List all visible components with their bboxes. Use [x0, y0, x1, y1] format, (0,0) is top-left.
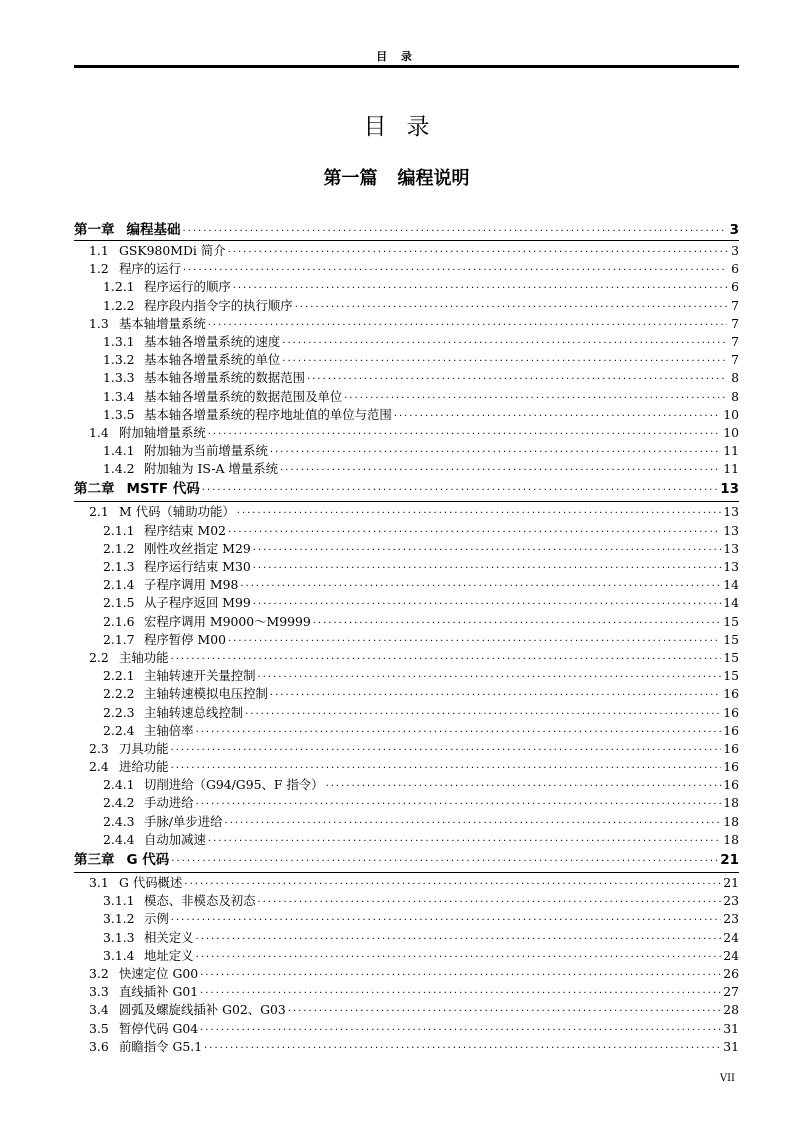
toc-entry-number: 3.6: [89, 1038, 109, 1054]
dot-leader: [245, 709, 721, 720]
dot-leader: [288, 1006, 721, 1017]
toc-entry-page: 13: [723, 504, 739, 520]
toc-section-entry[interactable]: [74, 1037, 739, 1055]
toc-entry-number: 2.4.4: [103, 831, 135, 847]
toc-entry-page: 31: [723, 1038, 739, 1054]
toc-entry-title: 程序运行结束 M30: [144, 559, 251, 574]
part-name: 编程说明: [397, 168, 470, 189]
toc-entry-title: 程序暂停 M00: [144, 631, 226, 647]
toc-subsection-entry[interactable]: [74, 350, 739, 368]
toc-entry-title: 程序运行的顺序: [144, 279, 231, 295]
toc-subsection-entry[interactable]: [74, 684, 739, 702]
toc-subsection-entry[interactable]: [74, 277, 739, 295]
toc-subsection-entry[interactable]: [74, 441, 739, 459]
toc-entry-page: 16: [723, 686, 739, 702]
dot-leader: [258, 897, 722, 908]
toc-entry-number: 2.1.1: [103, 522, 135, 538]
toc-entry-number: 1.2.1: [103, 279, 135, 295]
toc-entry-page: 13: [723, 559, 739, 574]
dot-leader: [200, 988, 721, 999]
toc-entry-number: 3.1.2: [103, 911, 135, 927]
dot-leader: [202, 485, 718, 496]
toc-entry-page: 23: [723, 911, 739, 927]
toc-entry-number: 1.4.2: [103, 461, 135, 477]
dot-leader: [253, 545, 721, 556]
toc-entry-title: 主轴转速总线控制: [144, 704, 244, 720]
toc-subsection-entry[interactable]: [74, 387, 739, 405]
toc-entry-number: 1.3.3: [103, 370, 135, 386]
toc-entry-title: 直线插补 G01: [119, 984, 199, 1000]
toc-entry-number: 2.2.4: [103, 722, 135, 738]
toc-entry-number: 1.3.4: [103, 388, 135, 404]
toc-entry-title: 暂停代码 G04: [119, 1020, 199, 1036]
toc-entry-page: 3: [731, 243, 739, 258]
toc-subsection-entry[interactable]: [74, 928, 739, 946]
toc-section-entry[interactable]: [74, 314, 739, 332]
toc-entry-page: 13: [723, 522, 739, 538]
dot-leader: [196, 934, 722, 945]
toc-entry-number: 2.1.6: [103, 613, 135, 629]
toc-entry-title: 主轴功能: [119, 649, 169, 665]
toc-subsection-entry[interactable]: [74, 332, 739, 350]
dot-leader: [233, 283, 727, 294]
dot-leader: [171, 856, 718, 867]
toc-entry-number: 2.1.5: [103, 595, 135, 611]
toc-subsection-entry[interactable]: [74, 721, 739, 739]
toc-entry-number: 3.4: [89, 1002, 109, 1018]
toc-entry-number: 2.1.4: [103, 577, 135, 593]
toc-entry-title: 地址定义: [144, 947, 194, 963]
toc-entry-number: 第二章: [74, 481, 115, 498]
toc-entry-title: 基本轴各增量系统的单位: [144, 352, 281, 368]
toc-entry-title: 基本轴各增量系统的数据范围及单位: [144, 388, 343, 404]
toc-entry-number: 2.2.1: [103, 668, 135, 684]
toc-entry-title: 快速定位 G00: [119, 965, 199, 981]
toc-entry-page: 7: [731, 352, 739, 368]
toc-entry-title: 基本轴各增量系统的速度: [144, 333, 281, 349]
toc-entry-title: 程序段内指令字的执行顺序: [144, 297, 293, 313]
running-header: 目 录: [376, 50, 417, 63]
toc-entry-title: 基本轴增量系统: [119, 315, 206, 331]
toc-subsection-entry[interactable]: [74, 557, 739, 575]
dot-leader: [270, 447, 721, 458]
toc-entry-number: 3.5: [89, 1020, 109, 1036]
toc-entry-number: 第三章: [74, 852, 115, 868]
dot-leader: [183, 226, 728, 237]
toc-entry-page: 15: [723, 631, 739, 647]
toc-entry-title: 相关定义: [144, 929, 194, 945]
toc-entry-page: 16: [723, 759, 739, 775]
toc-subsection-entry[interactable]: [74, 459, 739, 477]
toc-entry-page: 18: [723, 795, 739, 811]
toc-entry-title: 基本轴各增量系统的数据范围: [144, 370, 306, 386]
toc-subsection-entry[interactable]: [74, 909, 739, 927]
toc-entry-number: 1.2.2: [103, 297, 135, 313]
toc-entry-title: 从子程序返回 M99: [144, 595, 251, 611]
dot-leader: [240, 581, 721, 592]
toc-entry-title: 编程基础: [126, 222, 181, 238]
toc-entry-title: GSK980MDi 简介: [119, 243, 226, 258]
toc-entry-number: 2.4.1: [103, 777, 135, 793]
toc-entry-page: 27: [723, 984, 739, 1000]
toc-entry-page: 24: [723, 947, 739, 963]
dot-leader: [204, 1043, 721, 1054]
toc-subsection-entry[interactable]: [74, 666, 739, 684]
toc-entry-number: 1.3.5: [103, 406, 135, 422]
toc-entry-number: 1.1: [89, 243, 109, 258]
dot-leader: [196, 799, 722, 810]
toc-entry-number: 3.2: [89, 965, 109, 981]
dot-leader: [282, 356, 727, 367]
dot-leader: [228, 527, 721, 538]
toc-entry-title: 手动进给: [144, 795, 194, 811]
dot-leader: [196, 727, 722, 738]
dot-leader: [258, 672, 722, 683]
table-of-contents: [74, 218, 739, 1055]
toc-entry-number: 1.4.1: [103, 443, 135, 459]
toc-entry-number: 第一章: [74, 222, 115, 238]
toc-entry-title: 主轴转速开关量控制: [144, 668, 256, 684]
dot-leader: [208, 429, 721, 440]
dot-leader: [253, 563, 721, 574]
dot-leader: [171, 745, 722, 756]
dot-leader: [200, 970, 721, 981]
toc-entry-title: 基本轴各增量系统的程序地址值的单位与范围: [144, 406, 392, 422]
toc-subsection-entry[interactable]: [74, 946, 739, 964]
toc-section-entry[interactable]: [74, 757, 739, 775]
toc-entry-page: 10: [723, 406, 739, 422]
toc-entry-title: 刀具功能: [119, 740, 169, 756]
dot-leader: [270, 690, 721, 701]
toc-entry-number: 2.2.3: [103, 704, 135, 720]
dot-leader: [183, 265, 727, 276]
toc-subsection-entry[interactable]: [74, 630, 739, 648]
dot-leader: [282, 338, 727, 349]
toc-entry-title: 附加轴为 IS-A 增量系统: [144, 461, 278, 477]
toc-entry-title: 切削进给（G94/G95、F 指令）: [144, 777, 324, 793]
toc-entry-number: 1.3: [89, 315, 109, 331]
page-number: VII: [719, 1073, 735, 1084]
toc-entry-title: MSTF 代码: [126, 481, 200, 498]
toc-entry-page: 18: [723, 831, 739, 847]
toc-entry-title: 程序结束 M02: [144, 522, 226, 538]
toc-entry-title: 程序的运行: [119, 261, 181, 277]
toc-entry-page: 3: [729, 222, 739, 238]
toc-entry-title: 附加轴为当前增量系统: [144, 443, 268, 459]
toc-entry-page: 15: [723, 668, 739, 684]
toc-entry-page: 16: [723, 777, 739, 793]
toc-entry-number: 1.3.1: [103, 333, 135, 349]
toc-section-entry[interactable]: [74, 502, 739, 520]
toc-entry-page: 15: [723, 649, 739, 665]
toc-entry-page: 31: [723, 1020, 739, 1036]
toc-subsection-entry[interactable]: [74, 891, 739, 909]
dot-leader: [295, 302, 727, 313]
dot-leader: [228, 636, 721, 647]
dot-leader: [237, 508, 721, 519]
toc-entry-page: 23: [723, 893, 739, 909]
toc-entry-number: 2.4.2: [103, 795, 135, 811]
dot-leader: [184, 879, 721, 890]
toc-entry-number: 2.4: [89, 759, 109, 775]
toc-entry-page: 7: [731, 315, 739, 331]
toc-entry-page: 21: [723, 875, 739, 890]
toc-entry-title: G 代码概述: [119, 875, 183, 890]
toc-entry-page: 6: [731, 279, 739, 295]
toc-entry-number: 3.3: [89, 984, 109, 1000]
toc-entry-title: 进给功能: [119, 759, 169, 775]
toc-section-entry[interactable]: [74, 241, 739, 259]
toc-subsection-entry[interactable]: [74, 612, 739, 630]
toc-entry-title: M 代码（辅助功能）: [119, 504, 235, 520]
dot-leader: [307, 374, 727, 385]
toc-subsection-entry[interactable]: [74, 812, 739, 830]
toc-entry-page: 16: [723, 722, 739, 738]
toc-entry-page: 28: [723, 1002, 739, 1018]
toc-entry-number: 2.2: [89, 649, 109, 665]
toc-entry-page: 8: [731, 370, 739, 386]
toc-entry-page: 18: [723, 813, 739, 829]
toc-entry-title: 圆弧及螺旋线插补 G02、G03: [119, 1002, 286, 1018]
toc-entry-page: 8: [731, 388, 739, 404]
dot-leader: [208, 836, 721, 847]
toc-entry-number: 3.1.3: [103, 929, 135, 945]
toc-section-entry[interactable]: [74, 1000, 739, 1018]
toc-entry-page: 14: [723, 577, 739, 593]
toc-subsection-entry[interactable]: [74, 793, 739, 811]
toc-entry-page: 13: [723, 540, 739, 556]
toc-section-entry[interactable]: [74, 648, 739, 666]
toc-entry-number: 2.1.7: [103, 631, 135, 647]
toc-section-entry[interactable]: [74, 259, 739, 277]
toc-entry-number: 2.1.3: [103, 559, 135, 574]
part-title: [0, 164, 793, 190]
page-title: 目录: [363, 114, 450, 140]
toc-section-entry[interactable]: [74, 982, 739, 1000]
toc-entry-page: 14: [723, 595, 739, 611]
toc-subsection-entry[interactable]: [74, 593, 739, 611]
toc-entry-page: 16: [723, 740, 739, 756]
toc-entry-number: 2.1.2: [103, 540, 135, 556]
toc-entry-number: 3.1.4: [103, 947, 135, 963]
dot-leader: [171, 763, 722, 774]
dot-leader: [208, 320, 727, 331]
dot-leader: [228, 247, 727, 258]
toc-entry-number: 2.4.3: [103, 813, 135, 829]
toc-entry-page: 11: [723, 443, 739, 459]
dot-leader: [171, 915, 721, 926]
toc-subsection-entry[interactable]: [74, 521, 739, 539]
dot-leader: [171, 654, 722, 665]
toc-section-entry[interactable]: [74, 423, 739, 441]
toc-entry-title: 主轴倍率: [144, 722, 194, 738]
toc-section-entry[interactable]: [74, 1019, 739, 1037]
toc-entry-page: 7: [731, 333, 739, 349]
toc-entry-number: 3.1: [89, 875, 109, 890]
dot-leader: [253, 599, 721, 610]
toc-entry-page: 21: [720, 852, 739, 868]
toc-entry-page: 24: [723, 929, 739, 945]
toc-section-entry[interactable]: [74, 739, 739, 757]
toc-entry-title: 模态、非模态及初态: [144, 893, 256, 909]
toc-subsection-entry[interactable]: [74, 539, 739, 557]
dot-leader: [200, 1025, 721, 1036]
toc-chapter-entry[interactable]: [74, 848, 739, 872]
toc-entry-title: 子程序调用 M98: [144, 577, 239, 593]
dot-leader: [313, 618, 721, 629]
toc-entry-title: 自动加减速: [144, 831, 206, 847]
toc-entry-page: 11: [723, 461, 739, 477]
toc-subsection-entry[interactable]: [74, 575, 739, 593]
toc-entry-number: 1.2: [89, 261, 109, 277]
dot-leader: [280, 465, 721, 476]
toc-entry-title: G 代码: [126, 852, 170, 868]
dot-leader: [225, 818, 722, 829]
toc-entry-number: 1.4: [89, 424, 109, 440]
toc-entry-page: 7: [731, 297, 739, 313]
toc-entry-title: 示例: [144, 911, 169, 927]
toc-entry-title: 宏程序调用 M9000～M9999: [144, 613, 311, 629]
dot-leader: [196, 952, 722, 963]
dot-leader: [344, 393, 727, 404]
dot-leader: [394, 411, 721, 422]
toc-entry-page: 6: [731, 261, 739, 277]
toc-entry-page: 26: [723, 965, 739, 981]
toc-entry-title: 附加轴增量系统: [119, 424, 206, 440]
toc-entry-title: 手脉/单步进给: [144, 813, 223, 829]
toc-entry-title: 前瞻指令 G5.1: [119, 1038, 203, 1054]
toc-chapter-entry[interactable]: [74, 477, 739, 501]
toc-entry-title: 刚性攻丝指定 M29: [144, 540, 251, 556]
toc-section-entry[interactable]: [74, 873, 739, 891]
toc-entry-page: 15: [723, 613, 739, 629]
dot-leader: [326, 781, 722, 792]
toc-subsection-entry[interactable]: [74, 296, 739, 314]
toc-subsection-entry[interactable]: [74, 405, 739, 423]
toc-entry-number: 1.3.2: [103, 352, 135, 368]
toc-entry-title: 主轴转速模拟电压控制: [144, 686, 268, 702]
toc-section-entry[interactable]: [74, 964, 739, 982]
toc-entry-page: 10: [723, 424, 739, 440]
toc-subsection-entry[interactable]: [74, 703, 739, 721]
toc-entry-page: 16: [723, 704, 739, 720]
toc-entry-number: 2.2.2: [103, 686, 135, 702]
toc-subsection-entry[interactable]: [74, 830, 739, 848]
toc-entry-number: 2.3: [89, 740, 109, 756]
toc-entry-number: 3.1.1: [103, 893, 135, 909]
toc-entry-page: 13: [720, 481, 739, 498]
toc-subsection-entry[interactable]: [74, 775, 739, 793]
toc-chapter-entry[interactable]: [74, 218, 739, 240]
toc-subsection-entry[interactable]: [74, 368, 739, 386]
toc-entry-number: 2.1: [89, 504, 109, 520]
header-rule: [74, 65, 739, 68]
part-label: 第一篇: [323, 168, 378, 189]
